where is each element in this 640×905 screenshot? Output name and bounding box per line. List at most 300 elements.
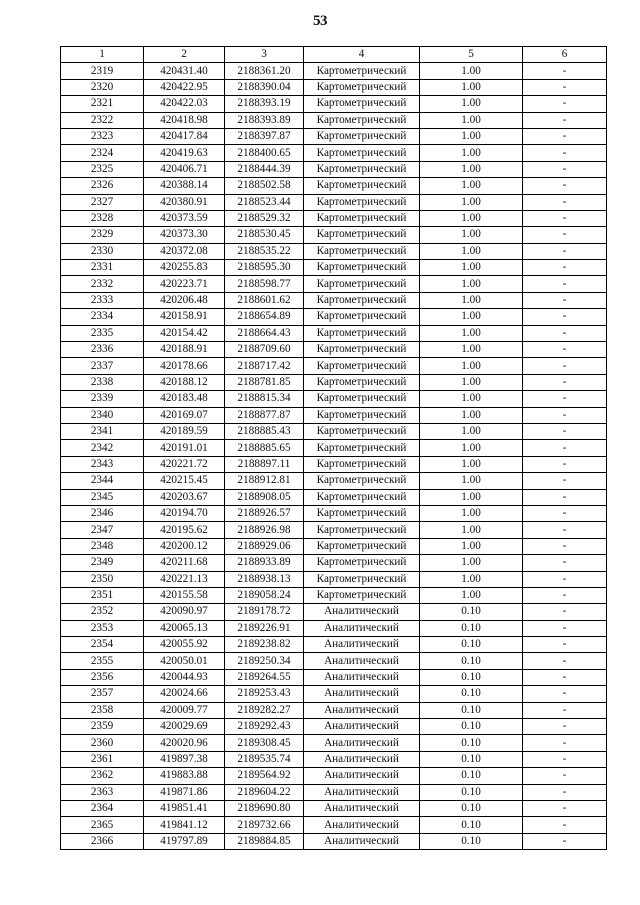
accuracy-cell: 1.00 [420,407,523,423]
table-row [61,145,607,161]
accuracy-cell: 1.00 [420,555,523,571]
x-coordinate-cell: 420090.97 [144,604,225,620]
note-cell: - [523,620,607,636]
accuracy-cell: 0.10 [420,784,523,800]
table-row [61,669,607,685]
table-row [61,112,607,128]
note-cell: - [523,260,607,276]
point-number-cell: 2327 [61,194,144,210]
note-cell: - [523,292,607,308]
y-coordinate-cell: 2188393.89 [225,112,304,128]
x-coordinate-cell: 420191.01 [144,440,225,456]
column-header: 4 [304,47,420,63]
point-number-cell: 2359 [61,719,144,735]
note-cell: - [523,538,607,554]
note-cell: - [523,571,607,587]
note-cell: - [523,833,607,849]
note-cell: - [523,227,607,243]
x-coordinate-cell: 420221.72 [144,456,225,472]
table-row [61,800,607,816]
y-coordinate-cell: 2188654.89 [225,309,304,325]
y-coordinate-cell: 2188926.57 [225,505,304,521]
x-coordinate-cell: 420203.67 [144,489,225,505]
note-cell: - [523,79,607,95]
table-row [61,391,607,407]
x-coordinate-cell: 420065.13 [144,620,225,636]
y-coordinate-cell: 2188444.39 [225,161,304,177]
point-number-cell: 2349 [61,555,144,571]
accuracy-cell: 1.00 [420,587,523,603]
method-cell: Картометрический [304,260,420,276]
x-coordinate-cell: 419851.41 [144,800,225,816]
table-header-row [61,47,607,63]
x-coordinate-cell: 420188.12 [144,374,225,390]
method-cell: Картометрический [304,505,420,521]
method-cell: Аналитический [304,604,420,620]
accuracy-cell: 1.00 [420,391,523,407]
x-coordinate-cell: 419897.38 [144,751,225,767]
point-number-cell: 2360 [61,735,144,751]
x-coordinate-cell: 420169.07 [144,407,225,423]
column-header: 6 [523,47,607,63]
point-number-cell: 2328 [61,210,144,226]
x-coordinate-cell: 419871.86 [144,784,225,800]
note-cell: - [523,800,607,816]
y-coordinate-cell: 2188397.87 [225,128,304,144]
method-cell: Аналитический [304,833,420,849]
y-coordinate-cell: 2189564.92 [225,768,304,784]
table-row [61,309,607,325]
note-cell: - [523,505,607,521]
table-row [61,276,607,292]
note-cell: - [523,145,607,161]
x-coordinate-cell: 420009.77 [144,702,225,718]
table-row [61,243,607,259]
accuracy-cell: 1.00 [420,178,523,194]
x-coordinate-cell: 420189.59 [144,423,225,439]
note-cell: - [523,210,607,226]
point-number-cell: 2357 [61,686,144,702]
y-coordinate-cell: 2188938.13 [225,571,304,587]
point-number-cell: 2361 [61,751,144,767]
method-cell: Аналитический [304,719,420,735]
point-number-cell: 2352 [61,604,144,620]
y-coordinate-cell: 2188926.98 [225,522,304,538]
accuracy-cell: 0.10 [420,702,523,718]
point-number-cell: 2322 [61,112,144,128]
table-row [61,79,607,95]
y-coordinate-cell: 2188781.85 [225,374,304,390]
column-header: 3 [225,47,304,63]
y-coordinate-cell: 2188877.87 [225,407,304,423]
y-coordinate-cell: 2188595.30 [225,260,304,276]
accuracy-cell: 0.10 [420,735,523,751]
x-coordinate-cell: 420431.40 [144,63,225,79]
table-row [61,735,607,751]
accuracy-cell: 1.00 [420,276,523,292]
note-cell: - [523,309,607,325]
method-cell: Картометрический [304,374,420,390]
y-coordinate-cell: 2189535.74 [225,751,304,767]
accuracy-cell: 1.00 [420,145,523,161]
y-coordinate-cell: 2188717.42 [225,358,304,374]
point-number-cell: 2362 [61,768,144,784]
note-cell: - [523,653,607,669]
y-coordinate-cell: 2189884.85 [225,833,304,849]
note-cell: - [523,112,607,128]
note-cell: - [523,489,607,505]
x-coordinate-cell: 420406.71 [144,161,225,177]
method-cell: Аналитический [304,620,420,636]
note-cell: - [523,473,607,489]
table-row [61,440,607,456]
y-coordinate-cell: 2188885.65 [225,440,304,456]
x-coordinate-cell: 420206.48 [144,292,225,308]
method-cell: Аналитический [304,669,420,685]
y-coordinate-cell: 2189282.27 [225,702,304,718]
y-coordinate-cell: 2188535.22 [225,243,304,259]
table-row [61,751,607,767]
point-number-cell: 2354 [61,637,144,653]
note-cell: - [523,686,607,702]
point-number-cell: 2358 [61,702,144,718]
point-number-cell: 2366 [61,833,144,849]
point-number-cell: 2346 [61,505,144,521]
point-number-cell: 2337 [61,358,144,374]
page-number: 53 [313,13,327,29]
accuracy-cell: 0.10 [420,800,523,816]
table-row [61,833,607,849]
point-number-cell: 2347 [61,522,144,538]
column-header: 2 [144,47,225,63]
table-row [61,227,607,243]
x-coordinate-cell: 419883.88 [144,768,225,784]
accuracy-cell: 1.00 [420,522,523,538]
y-coordinate-cell: 2188523.44 [225,194,304,210]
x-coordinate-cell: 420215.45 [144,473,225,489]
method-cell: Картометрический [304,522,420,538]
point-number-cell: 2340 [61,407,144,423]
note-cell: - [523,784,607,800]
note-cell: - [523,637,607,653]
table-row [61,260,607,276]
point-number-cell: 2335 [61,325,144,341]
y-coordinate-cell: 2188912.81 [225,473,304,489]
table-row [61,620,607,636]
table-row [61,538,607,554]
note-cell: - [523,423,607,439]
y-coordinate-cell: 2189690.80 [225,800,304,816]
table-row [61,63,607,79]
note-cell: - [523,669,607,685]
table-row [61,456,607,472]
accuracy-cell: 1.00 [420,194,523,210]
method-cell: Аналитический [304,653,420,669]
method-cell: Картометрический [304,342,420,358]
y-coordinate-cell: 2188601.62 [225,292,304,308]
accuracy-cell: 1.00 [420,210,523,226]
x-coordinate-cell: 420194.70 [144,505,225,521]
y-coordinate-cell: 2188529.32 [225,210,304,226]
note-cell: - [523,735,607,751]
method-cell: Аналитический [304,686,420,702]
x-coordinate-cell: 420211.68 [144,555,225,571]
note-cell: - [523,456,607,472]
method-cell: Аналитический [304,800,420,816]
note-cell: - [523,768,607,784]
point-number-cell: 2324 [61,145,144,161]
method-cell: Картометрический [304,161,420,177]
table-row [61,210,607,226]
method-cell: Картометрический [304,309,420,325]
method-cell: Аналитический [304,751,420,767]
y-coordinate-cell: 2189238.82 [225,637,304,653]
note-cell: - [523,407,607,423]
accuracy-cell: 1.00 [420,473,523,489]
accuracy-cell: 0.10 [420,768,523,784]
method-cell: Картометрический [304,210,420,226]
method-cell: Картометрический [304,112,420,128]
method-cell: Картометрический [304,145,420,161]
note-cell: - [523,194,607,210]
y-coordinate-cell: 2188361.20 [225,63,304,79]
note-cell: - [523,817,607,833]
y-coordinate-cell: 2189308.45 [225,735,304,751]
y-coordinate-cell: 2188502.58 [225,178,304,194]
table-row [61,374,607,390]
note-cell: - [523,440,607,456]
y-coordinate-cell: 2189178.72 [225,604,304,620]
accuracy-cell: 1.00 [420,325,523,341]
table-row [61,178,607,194]
note-cell: - [523,604,607,620]
accuracy-cell: 1.00 [420,309,523,325]
accuracy-cell: 0.10 [420,653,523,669]
y-coordinate-cell: 2189058.24 [225,587,304,603]
point-number-cell: 2338 [61,374,144,390]
x-coordinate-cell: 420418.98 [144,112,225,128]
note-cell: - [523,358,607,374]
note-cell: - [523,161,607,177]
method-cell: Аналитический [304,784,420,800]
table-row [61,522,607,538]
method-cell: Картометрический [304,456,420,472]
point-number-cell: 2321 [61,96,144,112]
method-cell: Картометрический [304,473,420,489]
method-cell: Картометрический [304,407,420,423]
x-coordinate-cell: 420183.48 [144,391,225,407]
accuracy-cell: 1.00 [420,374,523,390]
x-coordinate-cell: 420373.59 [144,210,225,226]
table-row [61,407,607,423]
accuracy-cell: 1.00 [420,79,523,95]
point-number-cell: 2336 [61,342,144,358]
accuracy-cell: 0.10 [420,669,523,685]
table-body [61,63,607,850]
method-cell: Картометрический [304,325,420,341]
x-coordinate-cell: 420158.91 [144,309,225,325]
x-coordinate-cell: 420178.66 [144,358,225,374]
point-number-cell: 2331 [61,260,144,276]
x-coordinate-cell: 420195.62 [144,522,225,538]
y-coordinate-cell: 2188933.89 [225,555,304,571]
y-coordinate-cell: 2189604.22 [225,784,304,800]
table-row [61,505,607,521]
accuracy-cell: 1.00 [420,243,523,259]
x-coordinate-cell: 420422.03 [144,96,225,112]
method-cell: Картометрический [304,194,420,210]
x-coordinate-cell: 420419.63 [144,145,225,161]
y-coordinate-cell: 2188929.06 [225,538,304,554]
accuracy-cell: 0.10 [420,686,523,702]
table-row [61,358,607,374]
x-coordinate-cell: 419797.89 [144,833,225,849]
y-coordinate-cell: 2189253.43 [225,686,304,702]
y-coordinate-cell: 2189250.34 [225,653,304,669]
accuracy-cell: 1.00 [420,342,523,358]
method-cell: Картометрический [304,571,420,587]
y-coordinate-cell: 2188815.34 [225,391,304,407]
note-cell: - [523,276,607,292]
table-row [61,817,607,833]
column-header: 5 [420,47,523,63]
note-cell: - [523,178,607,194]
method-cell: Аналитический [304,735,420,751]
method-cell: Картометрический [304,489,420,505]
method-cell: Картометрический [304,79,420,95]
method-cell: Картометрический [304,587,420,603]
table-row [61,325,607,341]
point-number-cell: 2356 [61,669,144,685]
point-number-cell: 2363 [61,784,144,800]
table-row [61,686,607,702]
note-cell: - [523,522,607,538]
x-coordinate-cell: 420044.93 [144,669,225,685]
coordinates-table [60,46,607,850]
method-cell: Картометрический [304,243,420,259]
accuracy-cell: 1.00 [420,128,523,144]
table-row [61,473,607,489]
method-cell: Картометрический [304,63,420,79]
note-cell: - [523,342,607,358]
y-coordinate-cell: 2188664.43 [225,325,304,341]
x-coordinate-cell: 420020.96 [144,735,225,751]
y-coordinate-cell: 2189732.66 [225,817,304,833]
note-cell: - [523,128,607,144]
table-row [61,768,607,784]
x-coordinate-cell: 419841.12 [144,817,225,833]
y-coordinate-cell: 2189264.55 [225,669,304,685]
table-row [61,161,607,177]
note-cell: - [523,325,607,341]
x-coordinate-cell: 420154.42 [144,325,225,341]
table-row [61,571,607,587]
y-coordinate-cell: 2189292.43 [225,719,304,735]
method-cell: Аналитический [304,702,420,718]
accuracy-cell: 1.00 [420,440,523,456]
y-coordinate-cell: 2188400.65 [225,145,304,161]
accuracy-cell: 0.10 [420,817,523,833]
point-number-cell: 2341 [61,423,144,439]
point-number-cell: 2339 [61,391,144,407]
note-cell: - [523,391,607,407]
table-row [61,194,607,210]
point-number-cell: 2355 [61,653,144,669]
point-number-cell: 2351 [61,587,144,603]
point-number-cell: 2323 [61,128,144,144]
accuracy-cell: 0.10 [420,637,523,653]
point-number-cell: 2353 [61,620,144,636]
point-number-cell: 2365 [61,817,144,833]
x-coordinate-cell: 420380.91 [144,194,225,210]
table-row [61,128,607,144]
accuracy-cell: 1.00 [420,456,523,472]
method-cell: Картометрический [304,227,420,243]
x-coordinate-cell: 420155.58 [144,587,225,603]
note-cell: - [523,587,607,603]
accuracy-cell: 0.10 [420,751,523,767]
note-cell: - [523,374,607,390]
table-row [61,489,607,505]
x-coordinate-cell: 420223.71 [144,276,225,292]
note-cell: - [523,243,607,259]
table-row [61,604,607,620]
x-coordinate-cell: 420417.84 [144,128,225,144]
table-row [61,702,607,718]
x-coordinate-cell: 420055.92 [144,637,225,653]
method-cell: Картометрический [304,555,420,571]
table-row [61,292,607,308]
accuracy-cell: 1.00 [420,63,523,79]
method-cell: Аналитический [304,637,420,653]
accuracy-cell: 0.10 [420,719,523,735]
point-number-cell: 2345 [61,489,144,505]
method-cell: Картометрический [304,292,420,308]
table-row [61,555,607,571]
accuracy-cell: 1.00 [420,161,523,177]
note-cell: - [523,751,607,767]
accuracy-cell: 1.00 [420,358,523,374]
accuracy-cell: 0.10 [420,604,523,620]
method-cell: Картометрический [304,128,420,144]
x-coordinate-cell: 420024.66 [144,686,225,702]
method-cell: Картометрический [304,423,420,439]
x-coordinate-cell: 420050.01 [144,653,225,669]
table-row [61,423,607,439]
table-row [61,719,607,735]
y-coordinate-cell: 2188885.43 [225,423,304,439]
accuracy-cell: 1.00 [420,489,523,505]
x-coordinate-cell: 420221.13 [144,571,225,587]
method-cell: Аналитический [304,817,420,833]
point-number-cell: 2319 [61,63,144,79]
point-number-cell: 2344 [61,473,144,489]
note-cell: - [523,702,607,718]
x-coordinate-cell: 420029.69 [144,719,225,735]
y-coordinate-cell: 2188530.45 [225,227,304,243]
y-coordinate-cell: 2188908.05 [225,489,304,505]
x-coordinate-cell: 420388.14 [144,178,225,194]
point-number-cell: 2332 [61,276,144,292]
accuracy-cell: 0.10 [420,833,523,849]
method-cell: Картометрический [304,391,420,407]
table-row [61,653,607,669]
point-number-cell: 2343 [61,456,144,472]
method-cell: Картометрический [304,276,420,292]
point-number-cell: 2333 [61,292,144,308]
method-cell: Картометрический [304,178,420,194]
accuracy-cell: 1.00 [420,292,523,308]
